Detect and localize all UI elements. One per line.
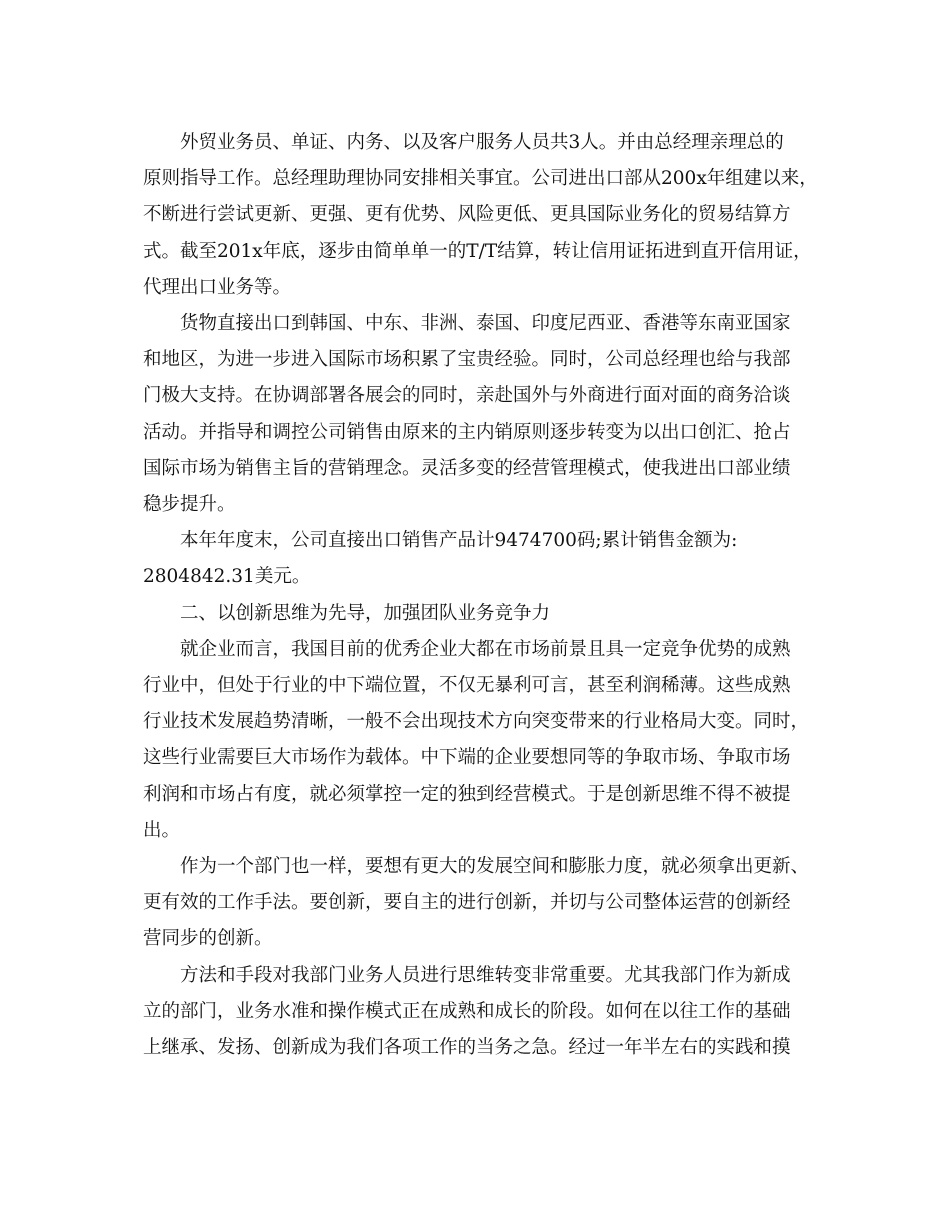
text-line: 代理出口业务等。 bbox=[143, 276, 292, 298]
text-line: 不断进行尝试更新、更强、更有优势、风险更低、更具国际业务化的贸易结算方 bbox=[143, 204, 791, 226]
text-line: 和地区，为进一步进入国际市场积累了宝贵经验。同时，公司总经理也给与我部 bbox=[143, 349, 791, 371]
text-line: 2804842.31美元。 bbox=[143, 566, 311, 588]
text-line: 国际市场为销售主旨的营销理念。灵活多变的经营管理模式，使我进出口部业绩 bbox=[143, 457, 791, 479]
text-line: 上继承、发扬、创新成为我们各项工作的当务之急。经过一年半左右的实践和摸 bbox=[143, 1037, 791, 1059]
text-line: 行业技术发展趋势清晰，一般不会出现技术方向突变带来的行业格局大变。同时， bbox=[143, 711, 810, 733]
text-line: 外贸业务员、单证、内务、以及客户服务人员共3人。并由总经理亲理总的 bbox=[180, 132, 784, 153]
text-line: 稳步提升。 bbox=[143, 494, 236, 516]
text-line: 式。截至201x年底，逐步由简单单一的T/T结算，转让信用证拓进到直开信用证， bbox=[143, 240, 812, 262]
document-body bbox=[143, 125, 818, 1066]
text-line: 门极大支持。在协调部署各展会的同时，亲赴国外与外商进行面对面的商务洽谈 bbox=[143, 385, 791, 407]
text-line: 本年年度末，公司直接出口销售产品计9474700码;累计销售金额为: bbox=[180, 530, 738, 552]
text-line: 出。 bbox=[143, 819, 181, 841]
text-line: 更有效的工作手法。要创新，要自主的进行创新，并切与公司整体运营的创新经 bbox=[143, 892, 791, 914]
section-heading: 二、以创新思维为先导，加强团队业务竞争力 bbox=[180, 602, 551, 624]
text-line: 行业中，但处于行业的中下端位置，不仅无暴利可言，甚至利润稀薄。这些成熟 bbox=[143, 675, 791, 697]
text-line: 就企业而言，我国目前的优秀企业大都在市场前景且具一定竞争优势的成熟 bbox=[180, 638, 791, 660]
text-line: 原则指导工作。总经理助理协同安排相关事宜。公司进出口部从200x年组建以来， bbox=[143, 168, 818, 190]
text-line: 货物直接出口到韩国、中东、非洲、泰国、印度尼西亚、香港等东南亚国家 bbox=[180, 313, 791, 335]
text-line: 作为一个部门也一样，要想有更大的发展空间和膨胀力度，就必须拿出更新、 bbox=[180, 856, 810, 878]
text-line: 立的部门，业务水准和操作模式正在成熟和成长的阶段。如何在以往工作的基础 bbox=[143, 1000, 791, 1022]
text-line: 营同步的创新。 bbox=[143, 928, 273, 950]
text-line: 利润和市场占有度，就必须掌控一定的独到经营模式。于是创新思维不得不被提 bbox=[143, 783, 791, 805]
text-line: 这些行业需要巨大市场作为载体。中下端的企业要想同等的争取市场、争取市场 bbox=[143, 747, 791, 769]
text-line: 活动。并指导和调控公司销售由原来的主内销原则逐步转变为以出口创汇、抢占 bbox=[143, 421, 791, 443]
text-line: 方法和手段对我部门业务人员进行思维转变非常重要。尤其我部门作为新成 bbox=[180, 964, 791, 986]
